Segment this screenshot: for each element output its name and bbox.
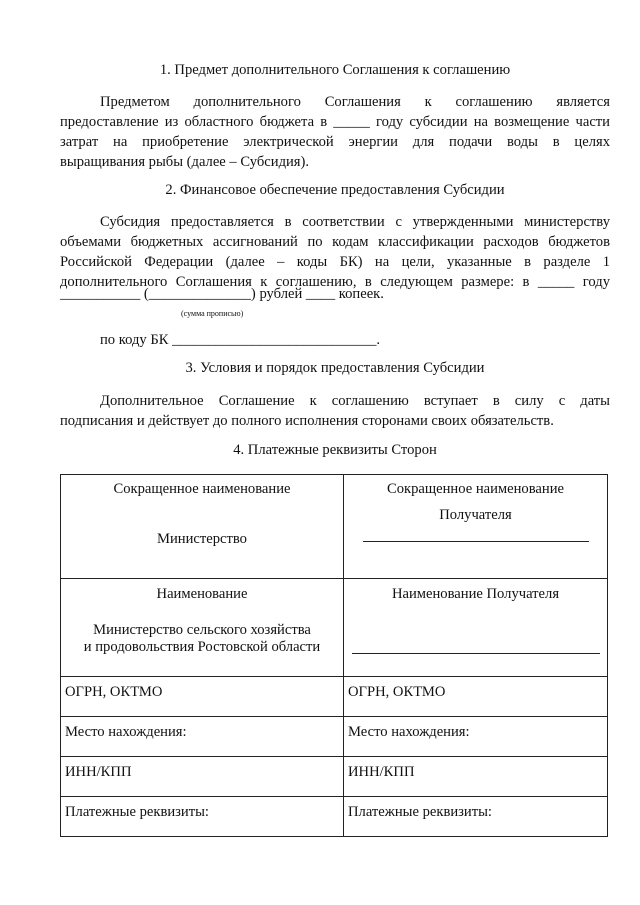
ogrn-oktmo-recipient: ОГРН, ОКТМО	[344, 677, 608, 717]
table-row	[61, 475, 608, 579]
section-2-line: дополнительного Соглашения к соглашению, в следующем размере: в _____ году	[60, 274, 610, 290]
location-ministry: Место нахождения:	[61, 717, 344, 757]
section-2-line: Субсидия предоставляется в соответствии с утвержденными министерству	[100, 214, 610, 230]
recipient-name-label: Наименование Получателя	[391, 586, 560, 602]
section-3-line: Дополнительное Соглашение к соглашению вступает в силу с даты	[100, 393, 610, 409]
payment-details-table	[60, 474, 608, 837]
ministry-full-name: и продовольствия Ростовской области	[83, 639, 321, 655]
ogrn-oktmo-ministry: ОГРН, ОКТМО	[61, 677, 344, 717]
full-name-ministry-cell	[61, 579, 344, 677]
section-1-line: Предметом дополнительного Соглашения к соглашению является	[100, 94, 610, 110]
table-row	[61, 579, 608, 677]
amount-in-words-hint: (сумма прописью)	[181, 309, 244, 318]
recipient-short-name-blank	[363, 541, 589, 542]
name-label: Наименование	[156, 586, 248, 602]
recipient-full-name-blank	[352, 653, 600, 654]
table-row	[61, 797, 608, 837]
table-row	[61, 717, 608, 757]
ministry-full-name: Министерство сельского хозяйства	[93, 622, 311, 638]
ministry-short-name: Министерство	[157, 531, 247, 547]
short-name-label: Сокращенное наименование	[386, 481, 565, 497]
short-name-recipient-cell	[344, 475, 608, 579]
location-recipient: Место нахождения:	[344, 717, 608, 757]
section-1-line: затрат на приобретение электрической энергии для подачи воды в целях	[60, 134, 610, 150]
section-2-title: 2. Финансовое обеспечение предоставления Субсидии	[165, 182, 505, 198]
payment-details-recipient: Платежные реквизиты:	[344, 797, 608, 837]
short-name-ministry-cell	[61, 475, 344, 579]
section-1-line: предоставление из областного бюджета в _____ году субсидии на возмещение части	[60, 114, 610, 130]
full-name-recipient-cell	[344, 579, 608, 677]
table-row	[61, 757, 608, 797]
inn-kpp-recipient: ИНН/КПП	[344, 757, 608, 797]
section-2-line: Российской Федерации (далее – коды БК) на цели, указанные в разделе 1	[60, 254, 610, 270]
table-row	[61, 677, 608, 717]
bk-code-line: по коду БК ____________________________.	[100, 332, 381, 348]
section-4-title: 4. Платежные реквизиты Сторон	[233, 442, 437, 458]
section-2-line: объемами бюджетных ассигнований по кодам классификации расходов бюджетов	[60, 234, 610, 250]
section-2-line: ___________ (______________) рублей ____ копеек.	[60, 286, 384, 302]
inn-kpp-ministry: ИНН/КПП	[61, 757, 344, 797]
section-3-line: подписания и действует до полного исполнения сторонами своих обязательств.	[60, 413, 554, 429]
section-3-title: 3. Условия и порядок предоставления Субсидии	[185, 360, 485, 376]
payment-details-ministry: Платежные реквизиты:	[61, 797, 344, 837]
section-1-title: 1. Предмет дополнительного Соглашения к соглашению	[159, 62, 511, 78]
recipient-label: Получателя	[439, 507, 512, 523]
section-1-line: выращивания рыбы (далее – Субсидия).	[60, 154, 310, 170]
short-name-label: Сокращенное наименование	[113, 481, 291, 497]
